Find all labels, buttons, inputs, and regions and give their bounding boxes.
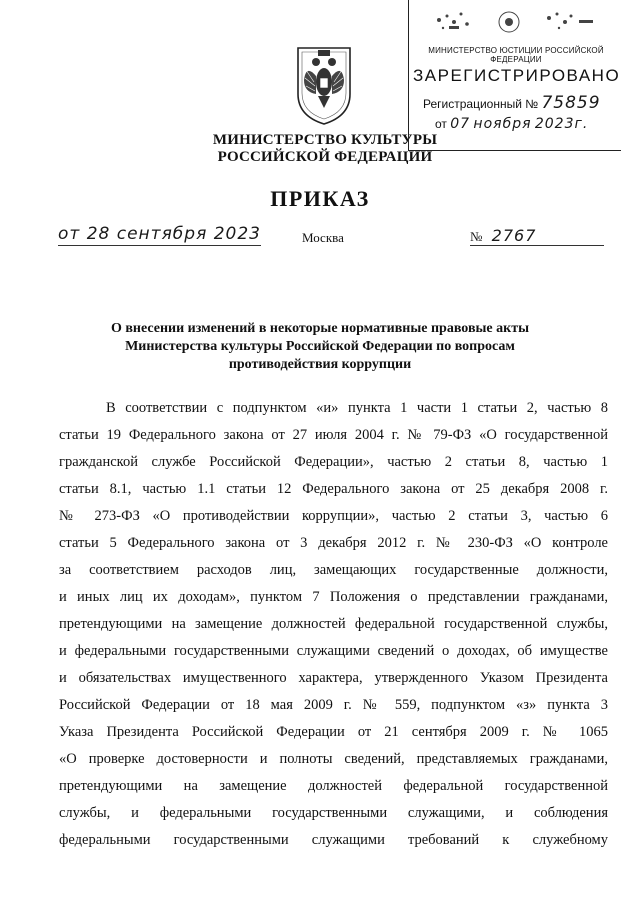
- subject-heading: [80, 320, 560, 374]
- body-line: «О проверке достоверности и полноты сведений, представляемых гражданами,: [59, 751, 608, 767]
- body-line: гражданской службе Российской Федерации», частью 2 статьи 8, частью 1: [59, 454, 608, 470]
- stamp-authority: МИНИСТЕРСТВО ЮСТИЦИИ РОССИЙСКОЙ ФЕДЕРАЦИИ: [428, 46, 604, 64]
- stamp-date-month: ноября: [473, 116, 532, 132]
- order-number-handwritten: 2767: [491, 226, 537, 245]
- subject-line-3: противодействия коррупции: [228, 357, 412, 372]
- order-city: Москва: [302, 230, 344, 245]
- stamp-date-day: 07: [450, 116, 471, 132]
- body-line: федеральными государственными служащими требований к служебному: [59, 832, 608, 848]
- body-line: и иных лиц их доходам», пунктом 7 Положения о представлении гражданами,: [59, 589, 608, 605]
- coat-of-arms-emblem: [284, 38, 364, 126]
- registration-number-label: Регистрационный №: [423, 97, 539, 111]
- body-line: службы, и федеральными государственными служащими, и соблюдения: [59, 805, 608, 821]
- body-line: статьи 19 Федерального закона от 27 июля 2004 г. № 79-ФЗ «О государственной: [59, 427, 608, 443]
- stamp-date-year: 2023г.: [534, 116, 589, 132]
- body-line: Российской Федерации от 18 мая 2009 г. № 559, подпунктом «з» пункта 3: [59, 697, 608, 713]
- body-line: Указа Президента Российской Федерации от 21 сентября 2009 г. № 1065: [59, 724, 608, 740]
- ministry-line-1: МИНИСТЕРСТВО КУЛЬТУРЫ: [212, 132, 438, 148]
- document-title: ПРИКАЗ: [270, 186, 370, 211]
- stamp-seals-icon: [409, 2, 621, 44]
- subject-line-2: Министерства культуры Российской Федерации по вопросам: [125, 339, 515, 354]
- subject-line-1: О внесении изменений в некоторые нормативные правовые акты: [110, 321, 530, 336]
- stamp-date-prefix: от: [435, 117, 447, 131]
- body-line: претендующими на замещение должностей федеральной государственной службы,: [59, 616, 608, 632]
- order-date-handwritten: от 28 сентября 2023: [58, 224, 261, 244]
- body-line: № 273-ФЗ «О противодействии коррупции», частью 2 статьи 3, частью 6: [59, 508, 608, 524]
- ministry-line-2: РОССИЙСКОЙ ФЕДЕРАЦИИ: [217, 149, 433, 165]
- ministry-heading: [210, 132, 440, 166]
- body-line: и обязательствах имущественного характера, утвержденного Указом Президента: [59, 670, 608, 686]
- body-line: статьи 8.1, частью 1.1 статьи 12 Федерального закона от 25 декабря 2008 г.: [59, 481, 608, 497]
- order-number: [470, 226, 604, 246]
- stamp-registered-label: ЗАРЕГИСТРИРОВАНО: [413, 66, 621, 85]
- body-text: [59, 395, 608, 854]
- order-number-label: №: [470, 229, 483, 244]
- stamp-registration-number-line: [423, 93, 623, 113]
- stamp-date-line: [435, 116, 625, 132]
- order-date: [58, 224, 261, 246]
- body-line: за соответствием расходов лиц, замещающих государственные должности,: [59, 562, 608, 578]
- body-line: В соответствии с подпунктом «и» пункта 1 части 1 статьи 2, частью 8: [106, 400, 608, 416]
- registration-number: 75859: [541, 93, 601, 113]
- body-line: и федеральными государственными служащими сведений о доходах, об имуществе: [59, 643, 608, 659]
- registration-stamp: [408, 0, 621, 151]
- body-line: претендующими на замещение должностей федеральной государственной: [59, 778, 608, 794]
- body-line: статьи 5 Федерального закона от 3 декабря 2012 г. № 230-ФЗ «О контроле: [59, 535, 608, 551]
